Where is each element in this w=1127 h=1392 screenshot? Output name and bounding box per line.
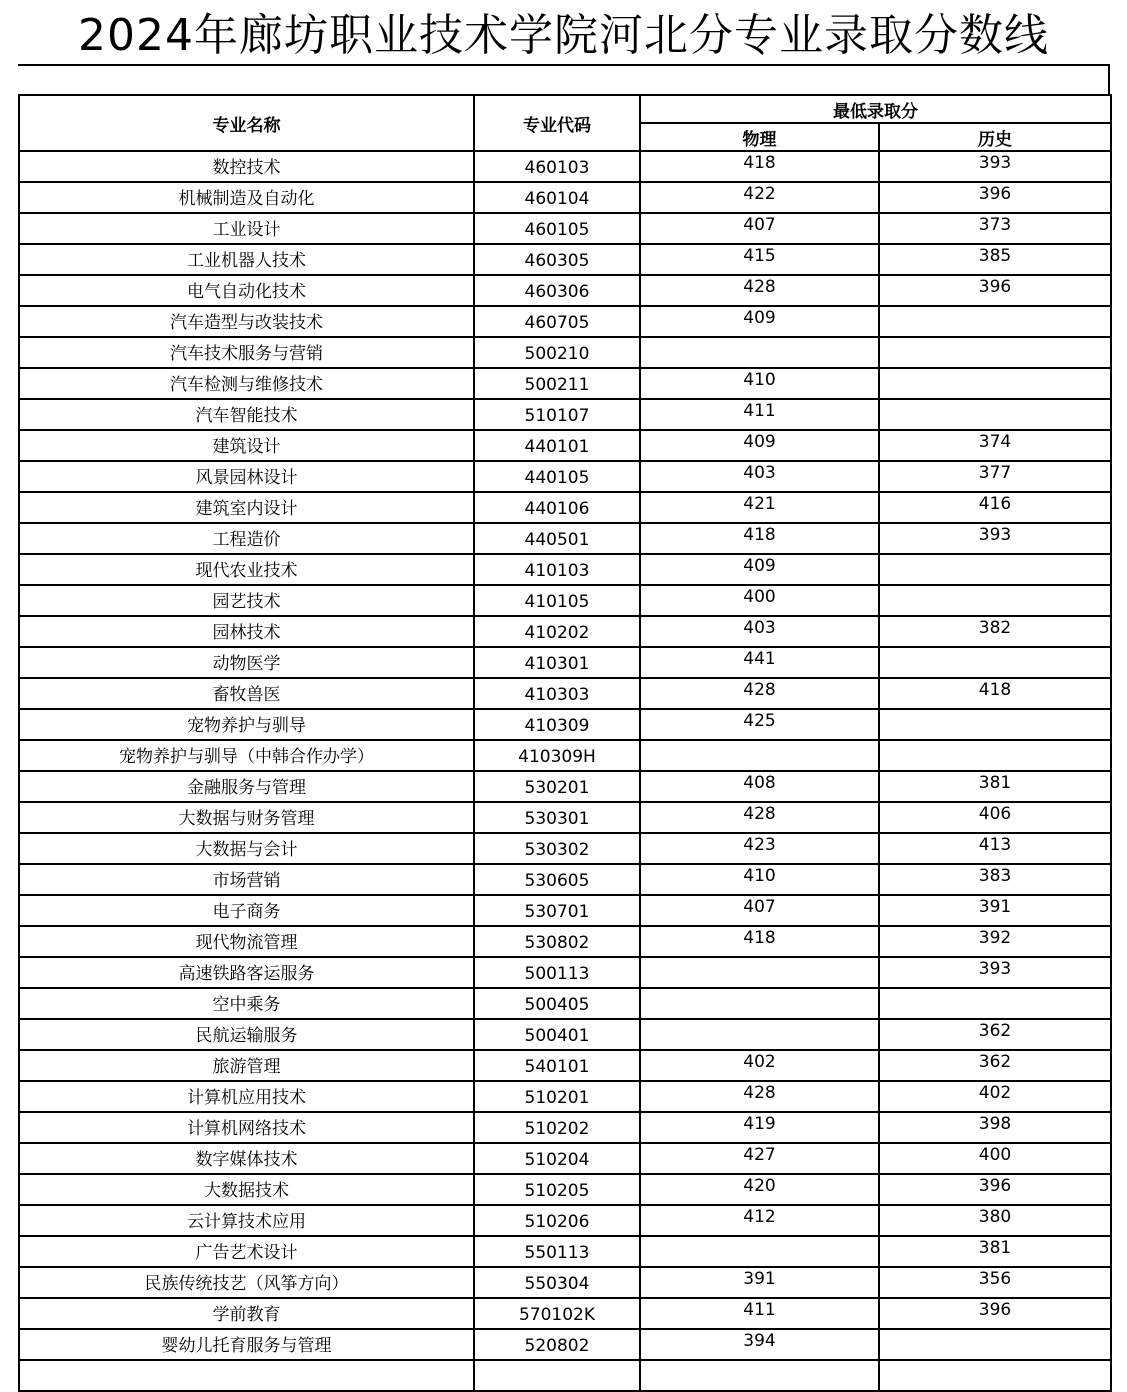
major-code-cell: 460103: [474, 151, 640, 182]
history-score-cell: 406: [879, 802, 1111, 833]
major-name-cell: 宠物养护与驯导: [19, 709, 474, 740]
major-code-cell: 510107: [474, 399, 640, 430]
physics-score-cell: 418: [640, 523, 879, 554]
major-code-cell: 530301: [474, 802, 640, 833]
history-score-cell: [879, 709, 1111, 740]
physics-score-cell: 402: [640, 1050, 879, 1081]
physics-score-cell: 400: [640, 585, 879, 616]
major-name-cell: 电气自动化技术: [19, 275, 474, 306]
physics-score-cell: 408: [640, 771, 879, 802]
major-name-cell: 工业设计: [19, 213, 474, 244]
table-body: [19, 151, 1111, 1391]
major-name-cell: 学前教育: [19, 1298, 474, 1329]
major-code-cell: 570102K: [474, 1298, 640, 1329]
major-name-cell: 大数据技术: [19, 1174, 474, 1205]
major-code-cell: 500210: [474, 337, 640, 368]
table-row: [19, 554, 1111, 585]
major-code-cell: 460105: [474, 213, 640, 244]
major-name-cell: 市场营销: [19, 864, 474, 895]
major-code-cell: [474, 1360, 640, 1391]
major-name-cell: 风景园林设计: [19, 461, 474, 492]
major-code-cell: 500211: [474, 368, 640, 399]
major-code-cell: 500405: [474, 988, 640, 1019]
major-name-cell: 大数据与会计: [19, 833, 474, 864]
major-name-cell: 汽车智能技术: [19, 399, 474, 430]
physics-score-cell: 428: [640, 802, 879, 833]
physics-score-cell: 410: [640, 368, 879, 399]
table-row: [19, 1081, 1111, 1112]
header-major-code: 专业代码: [474, 95, 640, 151]
major-code-cell: 530302: [474, 833, 640, 864]
physics-score-cell: [640, 337, 879, 368]
major-name-cell: 现代农业技术: [19, 554, 474, 585]
history-score-cell: 362: [879, 1019, 1111, 1050]
table-row: [19, 926, 1111, 957]
header-major-name: 专业名称: [19, 95, 474, 151]
table-row: [19, 895, 1111, 926]
physics-score-cell: 412: [640, 1205, 879, 1236]
table-row: [19, 585, 1111, 616]
major-code-cell: 500113: [474, 957, 640, 988]
major-code-cell: 410309H: [474, 740, 640, 771]
physics-score-cell: 403: [640, 461, 879, 492]
major-code-cell: 410301: [474, 647, 640, 678]
major-code-cell: 510204: [474, 1143, 640, 1174]
major-name-cell: 汽车检测与维修技术: [19, 368, 474, 399]
history-score-cell: 396: [879, 1174, 1111, 1205]
table-row: [19, 833, 1111, 864]
table-row: [19, 1143, 1111, 1174]
history-score-cell: 400: [879, 1143, 1111, 1174]
physics-score-cell: 421: [640, 492, 879, 523]
title-divider: [18, 64, 1110, 66]
history-score-cell: 391: [879, 895, 1111, 926]
major-code-cell: 460705: [474, 306, 640, 337]
physics-score-cell: 441: [640, 647, 879, 678]
major-name-cell: 畜牧兽医: [19, 678, 474, 709]
history-score-cell: 373: [879, 213, 1111, 244]
table-row: [19, 1174, 1111, 1205]
major-name-cell: 数字媒体技术: [19, 1143, 474, 1174]
history-score-cell: [879, 554, 1111, 585]
history-score-cell: [879, 306, 1111, 337]
history-score-cell: 402: [879, 1081, 1111, 1112]
history-score-cell: 396: [879, 182, 1111, 213]
history-score-cell: 392: [879, 926, 1111, 957]
major-code-cell: 410202: [474, 616, 640, 647]
table-row: [19, 1267, 1111, 1298]
table-row: [19, 1019, 1111, 1050]
major-name-cell: 云计算技术应用: [19, 1205, 474, 1236]
major-name-cell: 数控技术: [19, 151, 474, 182]
table-row: [19, 399, 1111, 430]
major-code-cell: 520802: [474, 1329, 640, 1360]
major-code-cell: 410103: [474, 554, 640, 585]
physics-score-cell: 394: [640, 1329, 879, 1360]
table-row: [19, 430, 1111, 461]
major-code-cell: 440101: [474, 430, 640, 461]
header-history: 历史: [879, 123, 1111, 151]
history-score-cell: 383: [879, 864, 1111, 895]
physics-score-cell: 407: [640, 895, 879, 926]
major-name-cell: 建筑室内设计: [19, 492, 474, 523]
history-score-cell: [879, 399, 1111, 430]
history-score-cell: 381: [879, 771, 1111, 802]
table-row: [19, 492, 1111, 523]
major-code-cell: 410303: [474, 678, 640, 709]
table-row: [19, 337, 1111, 368]
history-score-cell: 396: [879, 1298, 1111, 1329]
history-score-cell: [879, 740, 1111, 771]
physics-score-cell: 428: [640, 678, 879, 709]
table-row: [19, 957, 1111, 988]
history-score-cell: 393: [879, 957, 1111, 988]
physics-score-cell: [640, 1019, 879, 1050]
history-score-cell: [879, 988, 1111, 1019]
table-row: [19, 275, 1111, 306]
physics-score-cell: 418: [640, 926, 879, 957]
header-physics: 物理: [640, 123, 879, 151]
history-score-cell: 418: [879, 678, 1111, 709]
major-name-cell: 建筑设计: [19, 430, 474, 461]
physics-score-cell: 411: [640, 1298, 879, 1329]
major-name-cell: 动物医学: [19, 647, 474, 678]
physics-score-cell: 427: [640, 1143, 879, 1174]
history-score-cell: 385: [879, 244, 1111, 275]
history-score-cell: 380: [879, 1205, 1111, 1236]
history-score-cell: 398: [879, 1112, 1111, 1143]
physics-score-cell: 411: [640, 399, 879, 430]
major-name-cell: 金融服务与管理: [19, 771, 474, 802]
major-name-cell: 电子商务: [19, 895, 474, 926]
table-row: [19, 616, 1111, 647]
major-code-cell: 440106: [474, 492, 640, 523]
physics-score-cell: [640, 1236, 879, 1267]
physics-score-cell: 407: [640, 213, 879, 244]
major-name-cell: 空中乘务: [19, 988, 474, 1019]
major-name-cell: 汽车造型与改装技术: [19, 306, 474, 337]
major-name-cell: 宠物养护与驯导（中韩合作办学）: [19, 740, 474, 771]
major-code-cell: 510205: [474, 1174, 640, 1205]
table-row: [19, 771, 1111, 802]
major-code-cell: 460306: [474, 275, 640, 306]
major-name-cell: 工业机器人技术: [19, 244, 474, 275]
physics-score-cell: [640, 740, 879, 771]
major-code-cell: 410309: [474, 709, 640, 740]
physics-score-cell: [640, 957, 879, 988]
physics-score-cell: 409: [640, 430, 879, 461]
table-row: [19, 182, 1111, 213]
major-name-cell: 广告艺术设计: [19, 1236, 474, 1267]
physics-score-cell: [640, 1360, 879, 1391]
table-row: [19, 244, 1111, 275]
physics-score-cell: 420: [640, 1174, 879, 1205]
major-name-cell: 园艺技术: [19, 585, 474, 616]
major-name-cell: 婴幼儿托育服务与管理: [19, 1329, 474, 1360]
physics-score-cell: 418: [640, 151, 879, 182]
history-score-cell: 356: [879, 1267, 1111, 1298]
history-score-cell: 374: [879, 430, 1111, 461]
major-name-cell: 园林技术: [19, 616, 474, 647]
physics-score-cell: 403: [640, 616, 879, 647]
table-row: [19, 864, 1111, 895]
major-code-cell: 440105: [474, 461, 640, 492]
major-code-cell: 530201: [474, 771, 640, 802]
history-score-cell: 393: [879, 151, 1111, 182]
major-name-cell: 机械制造及自动化: [19, 182, 474, 213]
table-row: [19, 1360, 1111, 1391]
major-code-cell: 510201: [474, 1081, 640, 1112]
major-name-cell: 民族传统技艺（风筝方向）: [19, 1267, 474, 1298]
table-row: [19, 1112, 1111, 1143]
history-score-cell: [879, 368, 1111, 399]
history-score-cell: 393: [879, 523, 1111, 554]
physics-score-cell: 410: [640, 864, 879, 895]
major-name-cell: 大数据与财务管理: [19, 802, 474, 833]
table-row: [19, 802, 1111, 833]
table-frame-edge: [1108, 64, 1110, 96]
physics-score-cell: 419: [640, 1112, 879, 1143]
table-row: [19, 1205, 1111, 1236]
history-score-cell: [879, 647, 1111, 678]
physics-score-cell: 409: [640, 306, 879, 337]
table-row: [19, 740, 1111, 771]
history-score-cell: 396: [879, 275, 1111, 306]
table-row: [19, 709, 1111, 740]
physics-score-cell: 391: [640, 1267, 879, 1298]
major-name-cell: 旅游管理: [19, 1050, 474, 1081]
history-score-cell: 381: [879, 1236, 1111, 1267]
major-code-cell: 460305: [474, 244, 640, 275]
physics-score-cell: [640, 988, 879, 1019]
header-min-score: 最低录取分: [640, 95, 1111, 123]
major-name-cell: 现代物流管理: [19, 926, 474, 957]
admission-score-table: [18, 94, 1112, 1392]
history-score-cell: 377: [879, 461, 1111, 492]
history-score-cell: [879, 1360, 1111, 1391]
table-row: [19, 1298, 1111, 1329]
history-score-cell: 382: [879, 616, 1111, 647]
table-row: [19, 213, 1111, 244]
history-score-cell: 362: [879, 1050, 1111, 1081]
table-row: [19, 461, 1111, 492]
major-name-cell: 汽车技术服务与营销: [19, 337, 474, 368]
table-row: [19, 988, 1111, 1019]
table-row: [19, 1236, 1111, 1267]
major-name-cell: 高速铁路客运服务: [19, 957, 474, 988]
table-row: [19, 647, 1111, 678]
major-code-cell: 530701: [474, 895, 640, 926]
major-code-cell: 460104: [474, 182, 640, 213]
physics-score-cell: 422: [640, 182, 879, 213]
table-row: [19, 523, 1111, 554]
major-name-cell: 工程造价: [19, 523, 474, 554]
major-name-cell: 计算机应用技术: [19, 1081, 474, 1112]
history-score-cell: [879, 585, 1111, 616]
physics-score-cell: 425: [640, 709, 879, 740]
major-code-cell: 410105: [474, 585, 640, 616]
table-row: [19, 678, 1111, 709]
major-code-cell: 500401: [474, 1019, 640, 1050]
table-row: [19, 368, 1111, 399]
major-code-cell: 530605: [474, 864, 640, 895]
major-name-cell: [19, 1360, 474, 1391]
history-score-cell: 416: [879, 492, 1111, 523]
major-name-cell: 计算机网络技术: [19, 1112, 474, 1143]
physics-score-cell: 409: [640, 554, 879, 585]
major-name-cell: 民航运输服务: [19, 1019, 474, 1050]
physics-score-cell: 428: [640, 275, 879, 306]
physics-score-cell: 415: [640, 244, 879, 275]
table-row: [19, 151, 1111, 182]
major-code-cell: 530802: [474, 926, 640, 957]
major-code-cell: 510206: [474, 1205, 640, 1236]
history-score-cell: [879, 337, 1111, 368]
major-code-cell: 440501: [474, 523, 640, 554]
history-score-cell: 413: [879, 833, 1111, 864]
physics-score-cell: 428: [640, 1081, 879, 1112]
major-code-cell: 510202: [474, 1112, 640, 1143]
table-row: [19, 1050, 1111, 1081]
table-row: [19, 306, 1111, 337]
major-code-cell: 540101: [474, 1050, 640, 1081]
major-code-cell: 550113: [474, 1236, 640, 1267]
major-code-cell: 550304: [474, 1267, 640, 1298]
physics-score-cell: 423: [640, 833, 879, 864]
page-title: 2024年廊坊职业技术学院河北分专业录取分数线: [78, 10, 1049, 61]
